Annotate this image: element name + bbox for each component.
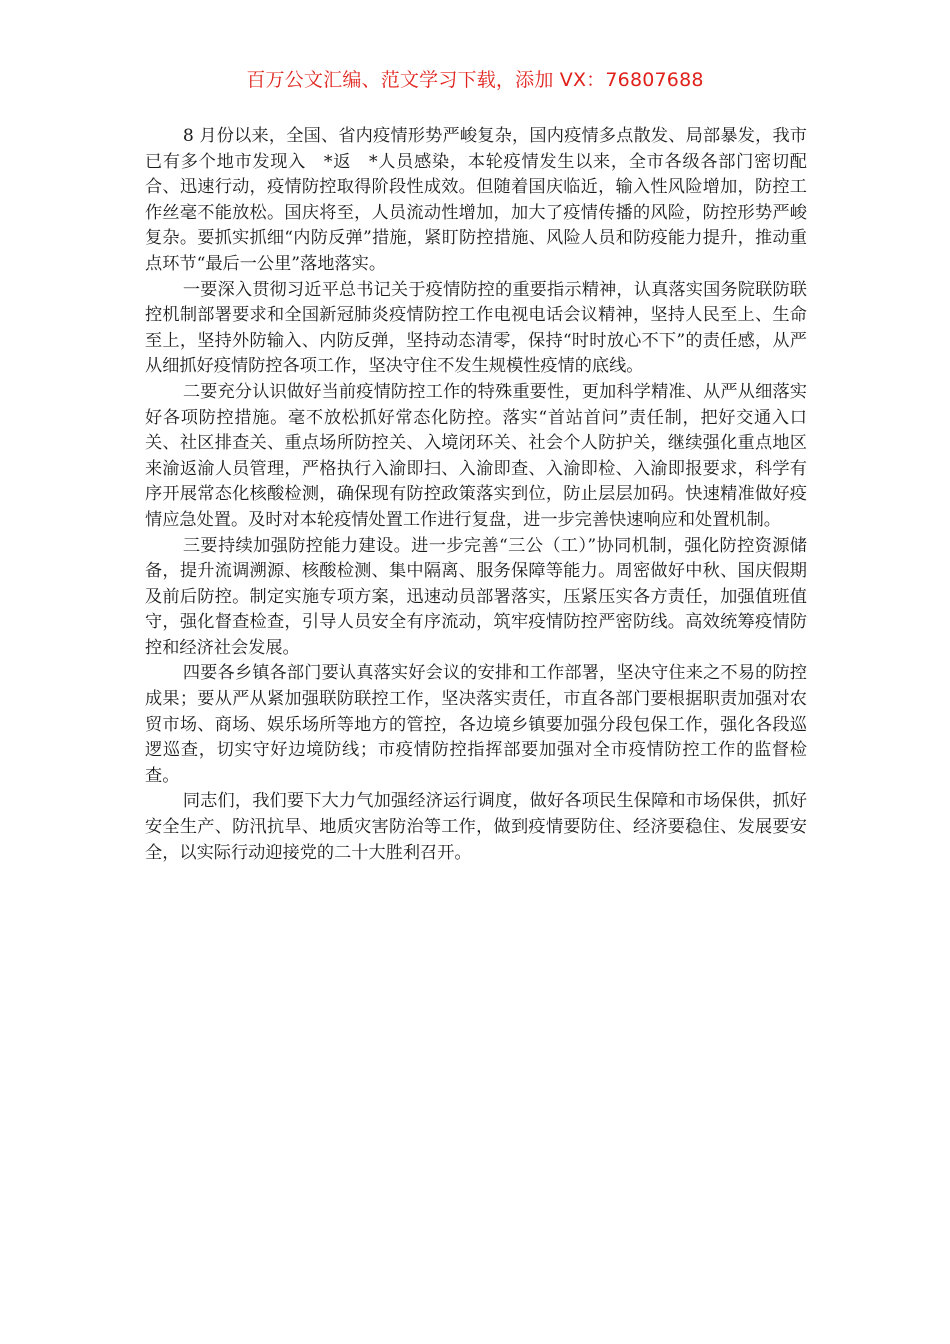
paragraph-intro: 8 月份以来，全国、省内疫情形势严峻复杂，国内疫情多点散发、局部暴发，我市已有多个地市发现入 *返 *人员感染，本轮疫情发生以来，全市各级各部门密切配合、迅速行动，疫情防控取得阶段性成效。但随着国庆临近，输入性风险增加，防控工作丝毫不能放松。国庆将至，人员流动性增加，加大了疫情传播的风险，防控形势严峻复杂。要抓实抓细“内防反弹”措施，紧盯防控措施、风险人员和防疫能力提升，推动重点环节“最后一公里”落地落实。 <box>145 126 807 274</box>
paragraph-third-point: 三要持续加强防控能力建设。进一步完善“三公（工）”协同机制，强化防控资源储备，提升流调溯源、核酸检测、集中隔离、服务保障等能力。周密做好中秋、国庆假期及前后防控。制定实施专项方案，迅速动员部署落实，压紧压实各方责任，加强值班值守，强化督查检查，引导人员安全有序流动，筑牢疫情防控严密防线。高效统筹疫情防控和经济社会发展。 <box>145 535 807 658</box>
paragraph-fourth-point: 四要各乡镇各部门要认真落实好会议的安排和工作部署，坚决守住来之不易的防控成果；要从严从紧加强联防联控工作，坚决落实责任，市直各部门要根据职责加强对农贸市场、商场、娱乐场所等地方的管控，各边境乡镇要加强分段包保工作，强化各段巡逻巡查，切实守好边境防线；市疫情防控指挥部要加强对全市疫情防控工作的监督检查。 <box>145 663 807 786</box>
document-body <box>145 124 807 866</box>
header-banner: 百万公文汇编、范文学习下载，添加 VX：76807688 <box>246 69 704 91</box>
paragraph-second-point: 二要充分认识做好当前疫情防控工作的特殊重要性，更加科学精准、从严从细落实好各项防控措施。毫不放松抓好常态化防控。落实“首站首问”责任制，把好交通入口关、社区排查关、重点场所防控关、入境闭环关、社会个人防护关，继续强化重点地区来渝返渝人员管理，严格执行入渝即扫、入渝即查、入渝即检、入渝即报要求，科学有序开展常态化核酸检测，确保现有防控政策落实到位，防止层层加码。快速精准做好疫情应急处置。及时对本轮疫情处置工作进行复盘，进一步完善快速响应和处置机制。 <box>145 381 807 530</box>
paragraph-closing: 同志们，我们要下大力气加强经济运行调度，做好各项民生保障和市场保供，抓好安全生产、防汛抗旱、地质灾害防治等工作，做到疫情要防住、经济要稳住、发展要安全，以实际行动迎接党的二十大胜利召开。 <box>145 791 807 863</box>
paragraph-first-point: 一要深入贯彻习近平总书记关于疫情防控的重要指示精神，认真落实国务院联防联控机制部署要求和全国新冠肺炎疫情防控工作电视电话会议精神，坚持人民至上、生命至上，坚持外防输入、内防反弹，坚持动态清零，保持“时时放心不下”的责任感，从严从细抓好疫情防控各项工作，坚决守住不发生规模性疫情的底线。 <box>145 279 807 377</box>
